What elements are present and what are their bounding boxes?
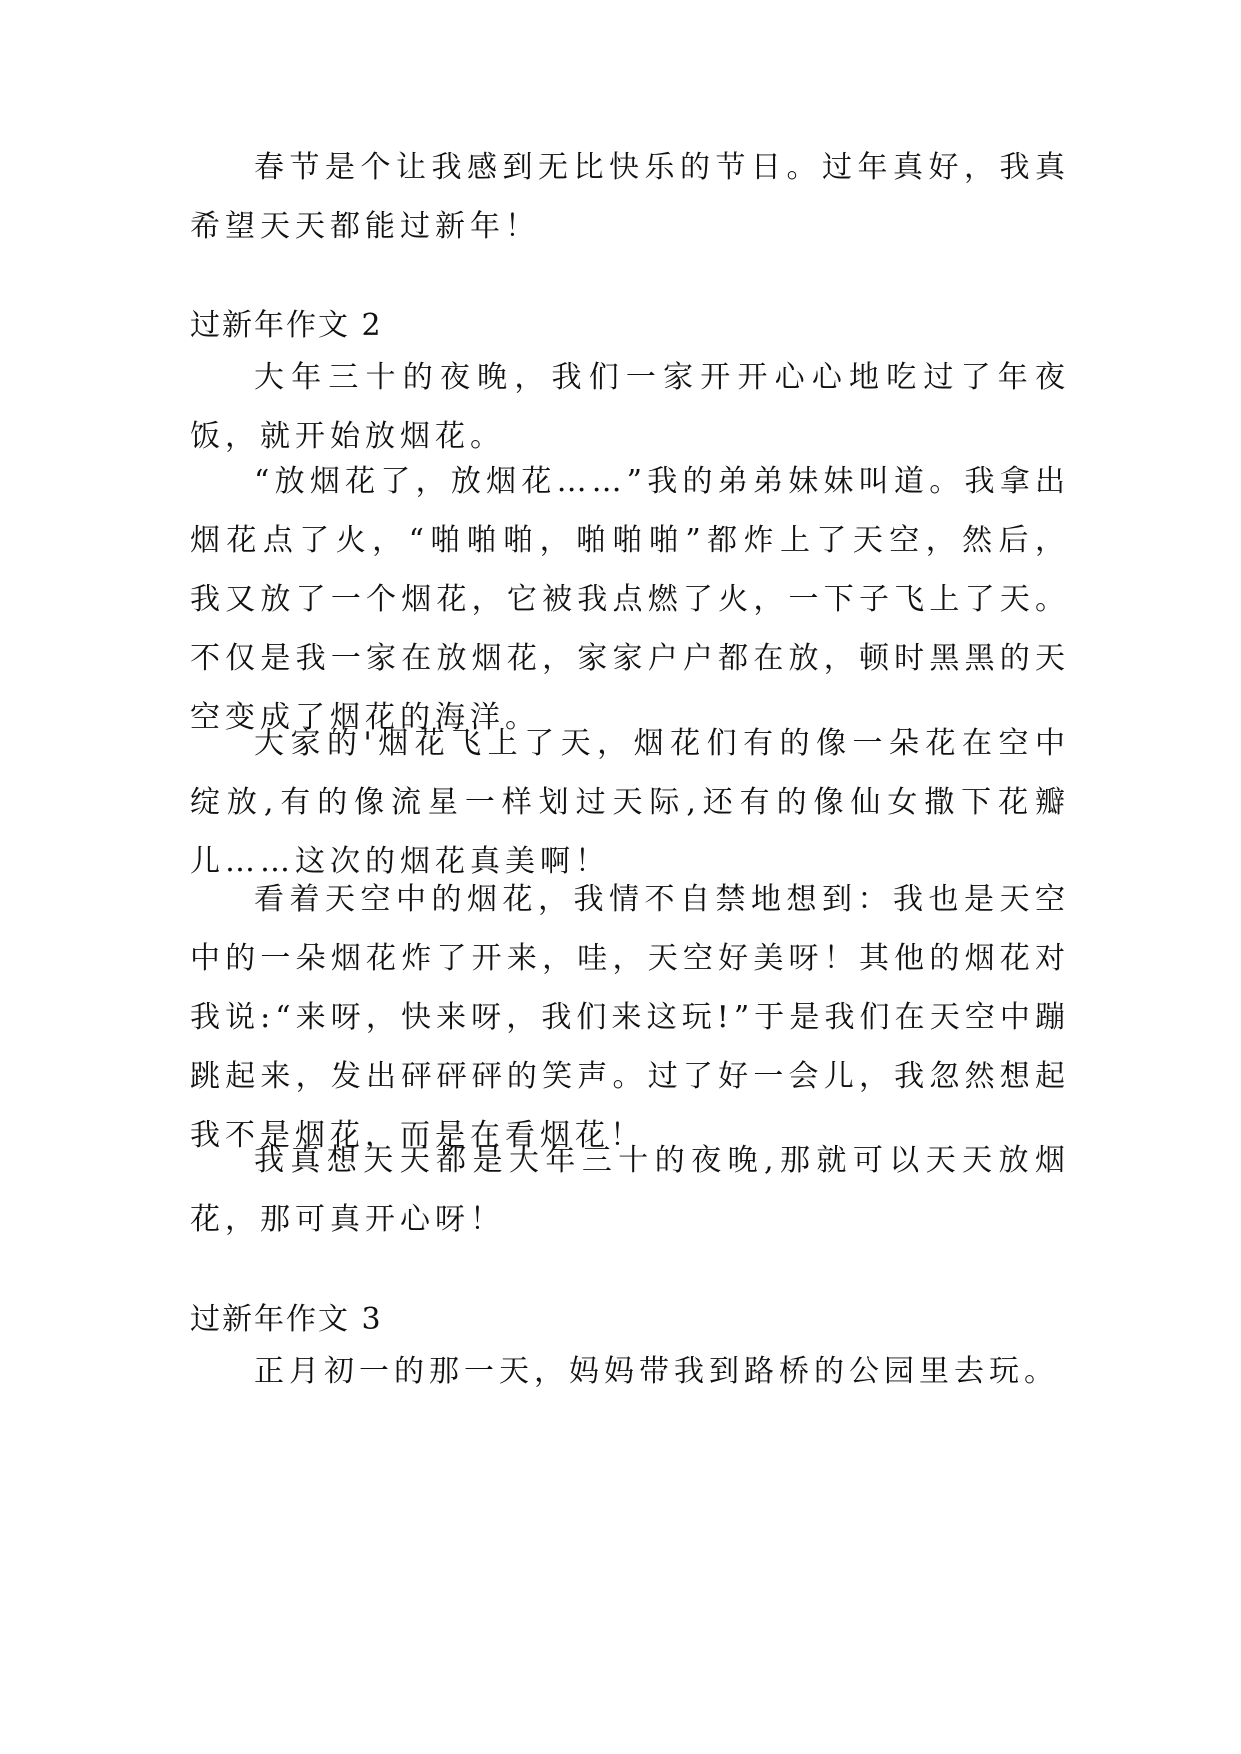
paragraph: 春节是个让我感到无比快乐的节日。过年真好，我真希望天天都能过新年！	[190, 150, 1070, 244]
section-heading: 过新年作文 2	[190, 308, 383, 343]
paragraph: 看着天空中的烟花，我情不自禁地想到：我也是天空中的一朵烟花炸了开来，哇，天空好美呀！其他的烟花对我说:“来呀，快来呀，我们来这玩!”于是我们在天空中蹦跳起来，发出砰砰砰的笑声。过了好一会儿，我忽然想起我不是烟花，而是在看烟花！	[190, 882, 1070, 1153]
paragraph: 我真想天天都是大年三十的夜晚,那就可以天天放烟花，那可真开心呀！	[190, 1143, 1070, 1237]
document-page	[190, 0, 1070, 1754]
paragraph: “放烟花了，放烟花……”我的弟弟妹妹叫道。我拿出烟花点了火，“啪啪啪，啪啪啪”都炸上了天空，然后，我又放了一个烟花，它被我点燃了火，一下子飞上了天。不仅是我一家在放烟花，家家户户都在放，顿时黑黑的天空变成了烟花的海洋。	[190, 464, 1070, 735]
paragraph: 大年三十的夜晚，我们一家开开心心地吃过了年夜饭，就开始放烟花。	[190, 360, 1070, 454]
section-heading: 过新年作文 3	[190, 1302, 383, 1337]
paragraph: 大家的'烟花飞上了天，烟花们有的像一朵花在空中绽放,有的像流星一样划过天际,还有的像仙女撒下花瓣儿……这次的烟花真美啊！	[190, 726, 1070, 879]
paragraph: 正月初一的那一天，妈妈带我到路桥的公园里去玩。	[254, 1354, 1059, 1389]
